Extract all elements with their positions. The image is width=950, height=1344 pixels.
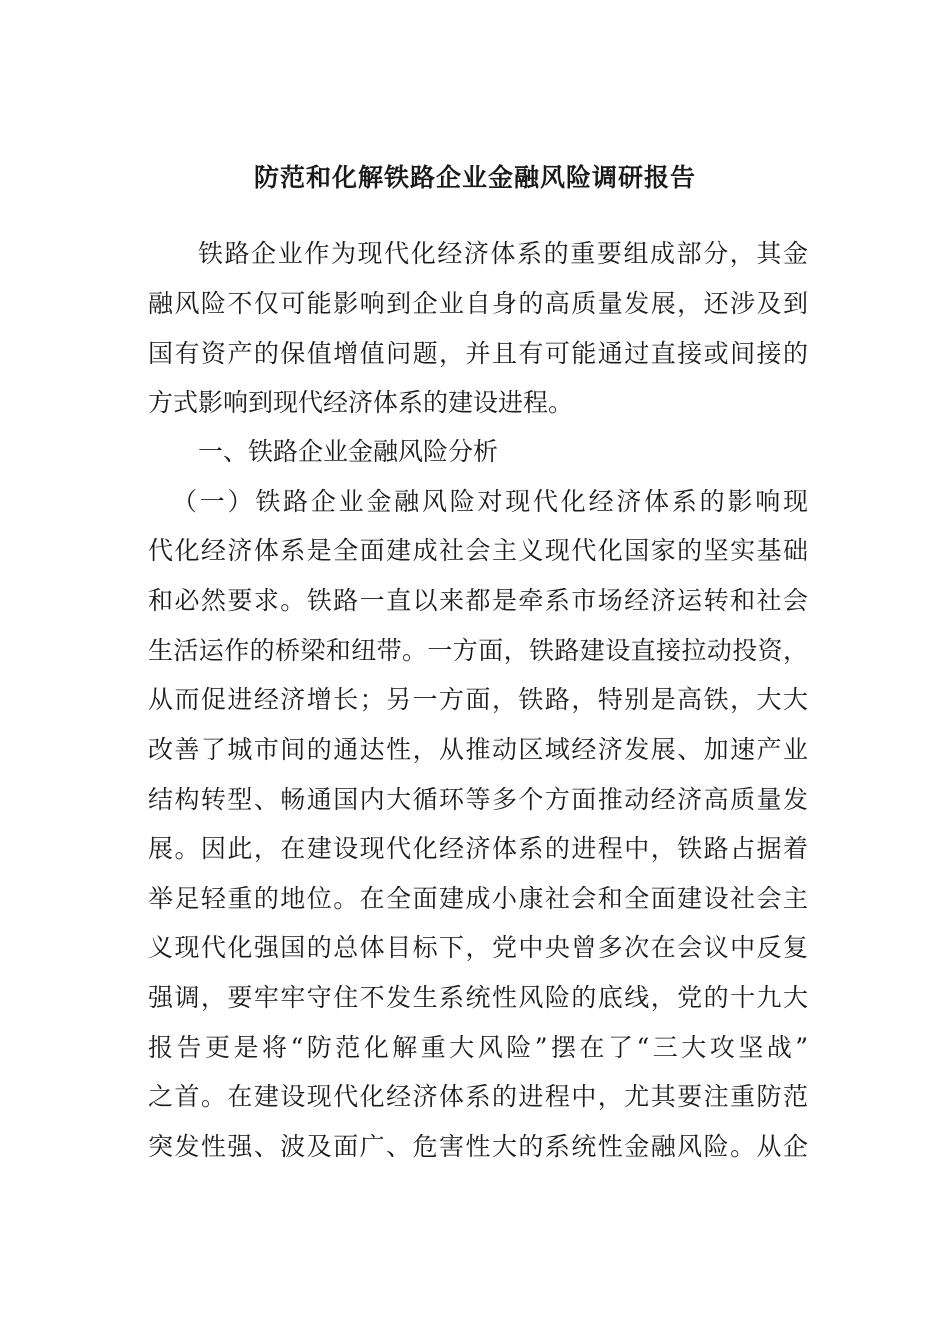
- paragraph-line: 和必然要求。铁路一直以来都是牵系市场经济运转和社会: [148, 586, 808, 615]
- paragraph-line: 铁路企业作为现代化经济体系的重要组成部分，其金: [198, 239, 808, 268]
- paragraph-line: 结构转型、畅通国内大循环等多个方面推动经济高质量发: [148, 785, 808, 814]
- section-heading: 一、铁路企业金融风险分析: [198, 437, 499, 466]
- paragraph-line: 从而促进经济增长；另一方面，铁路，特别是高铁，大大: [148, 685, 808, 714]
- paragraph-line: 展。因此，在建设现代化经济体系的进程中，铁路占据着: [148, 834, 808, 863]
- paragraph-line: 国有资产的保值增值问题，并且有可能通过直接或间接的: [148, 339, 808, 368]
- paragraph-line: 报告更是将“防范化解重大风险”摆在了“三大攻坚战”: [148, 1033, 808, 1062]
- paragraph-line: 突发性强、波及面广、危害性大的系统性金融风险。从企: [148, 1132, 808, 1161]
- paragraph-line: （一）铁路企业金融风险对现代化经济体系的影响现: [172, 487, 808, 516]
- paragraph-line: 方式影响到现代经济体系的建设进程。: [148, 388, 574, 417]
- paragraph-line: 强调，要牢牢守住不发生系统性风险的底线，党的十九大: [148, 983, 808, 1012]
- paragraph-line: 义现代化强国的总体目标下，党中央曾多次在会议中反复: [148, 933, 808, 962]
- paragraph-line: 代化经济体系是全面建成社会主义现代化国家的坚实基础: [148, 536, 808, 565]
- paragraph-line: 生活运作的桥梁和纽带。一方面，铁路建设直接拉动投资，: [148, 636, 808, 665]
- document-title: 防范和化解铁路企业金融风险调研报告: [253, 163, 696, 192]
- paragraph-line: 改善了城市间的通达性，从推动区域经济发展、加速产业: [148, 735, 808, 764]
- paragraph-line: 举足轻重的地位。在全面建成小康社会和全面建设社会主: [148, 884, 808, 913]
- paragraph-line: 之首。在建设现代化经济体系的进程中，尤其要注重防范: [148, 1082, 808, 1111]
- paragraph-line: 融风险不仅可能影响到企业自身的高质量发展，还涉及到: [148, 289, 808, 318]
